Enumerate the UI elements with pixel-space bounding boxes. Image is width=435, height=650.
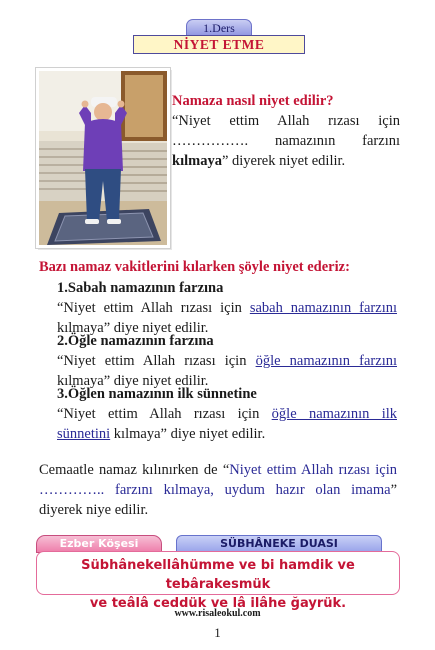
item-2-title: 2.Öğle namazının farzına xyxy=(57,333,214,349)
cemaat-pre: Cemaatle namaz kılınırken de “ xyxy=(39,462,230,478)
item-1-pre: “Niyet ettim Allah rızası için xyxy=(57,300,250,316)
item-3-pre: “Niyet ettim Allah rızası için xyxy=(57,406,272,422)
intro-line-1: “Niyet ettim Allah rızası için xyxy=(172,113,400,129)
item-2-pre: “Niyet ettim Allah rızası için xyxy=(57,353,256,369)
cemaat-line-2 xyxy=(39,480,397,500)
cemaat-quote-1: Niyet ettim Allah rızası için xyxy=(229,462,398,478)
dua-line-1: Sübhânekellâhümme ve bi hamdik ve tebârakesmük xyxy=(81,558,355,592)
cemaat-quote-2: ………….. farzını kılmaya, uydum hazır olan imama xyxy=(39,482,391,498)
item-3-title: 3.Öğlen namazının ilk sünnetine xyxy=(57,386,257,402)
item-1-title: 1.Sabah namazının farzına xyxy=(57,280,224,296)
item-3-line-1 xyxy=(57,404,397,424)
item-3-line-2 xyxy=(57,424,265,444)
intro-line-2: ……………. namazının farzını xyxy=(172,133,400,149)
page-title: NİYET ETME xyxy=(133,35,305,54)
cemaat-close: ” xyxy=(390,482,397,498)
cemaat-line-1 xyxy=(39,460,397,480)
intro-text xyxy=(172,91,400,171)
page-number: 1 xyxy=(214,625,221,640)
site-url: www.risaleokul.com xyxy=(174,608,261,619)
intro-bold-word: kılmaya xyxy=(172,153,222,169)
dua-title-tab: SÜBHÂNEKE DUASI xyxy=(176,535,382,553)
prayer-photo xyxy=(36,68,170,248)
item-1-line-2: kılmaya” diye niyet edilir. xyxy=(57,320,209,336)
item-2-line-2: kılmaya” diye niyet edilir. xyxy=(57,373,209,389)
item-2-link: öğle namazının farzını xyxy=(255,353,397,369)
intro-line-3 xyxy=(172,151,400,171)
item-1-link: sabah namazının farzını xyxy=(249,300,397,316)
item-2-line-1 xyxy=(57,351,397,371)
item-1-line-1 xyxy=(57,298,397,318)
lesson-tab: 1.Ders xyxy=(186,19,252,36)
intro-question: Namaza nasıl niyet edilir? xyxy=(172,93,334,109)
section-heading: Bazı namaz vakitlerini kılarken şöyle niyet ederiz: xyxy=(39,259,350,275)
dua-line-2: ve teâlâ ceddük ve lâ ilâhe ğayrük. xyxy=(89,596,347,611)
item-3-post: kılmaya” diye niyet edilir. xyxy=(110,426,266,442)
item-3-link-2: sünnetini xyxy=(57,426,111,442)
intro-line-3-rest: ” diyerek niyet edilir. xyxy=(221,153,346,169)
item-3-link-1: öğle namazının ilk xyxy=(271,406,397,422)
dua-box xyxy=(36,551,400,611)
cemaat-line-3: diyerek niye edilir. xyxy=(39,502,149,518)
ezber-tab: Ezber Köşesi xyxy=(36,535,162,553)
